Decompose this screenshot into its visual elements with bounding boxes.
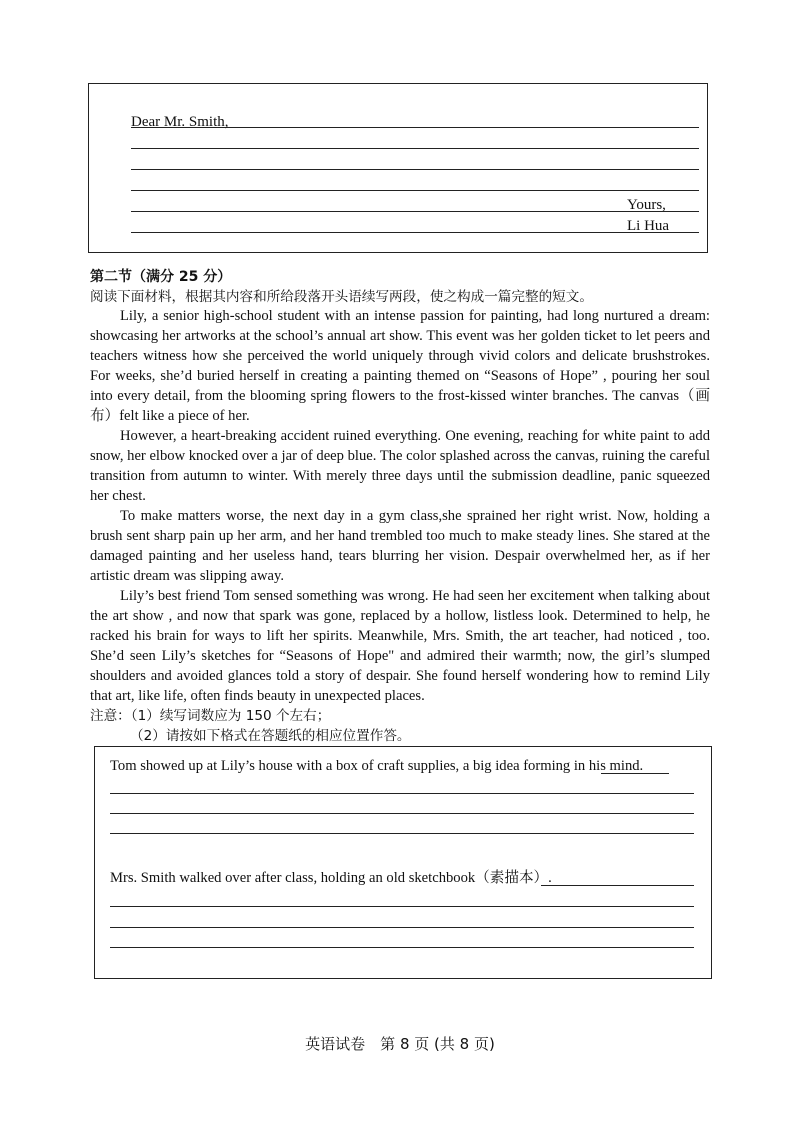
section-heading: 第二节（满分 25 分） [90, 269, 232, 285]
writing-line [131, 232, 699, 233]
note-format: （2）请按如下格式在答题纸的相应位置作答。 [130, 728, 411, 744]
writing-line [110, 833, 694, 834]
reading-passage [90, 306, 710, 706]
writing-line [601, 773, 669, 774]
letter-closing: Yours, [627, 197, 666, 213]
writing-line [110, 906, 694, 907]
writing-line [131, 190, 699, 191]
note-word-count: 注意：（1）续写词数应为 150 个左右； [90, 708, 331, 724]
writing-line [131, 148, 699, 149]
letter-signature: Li Hua [627, 218, 670, 234]
paragraph2-prompt [110, 869, 552, 887]
continuation-writing-box [94, 746, 712, 979]
writing-line [541, 885, 694, 886]
writing-line [110, 813, 694, 814]
writing-line [131, 127, 699, 128]
writing-line [110, 927, 694, 928]
passage-paragraph: Lily’s best friend Tom sensed something was wrong. He had seen her excitement when talking about the art show , and now that spark was gone, replaced by a hollow, listless look. Determined to help, he racked his brain for ways to lift her spirits. Meanwhile, Mrs. Smith, the art teacher, had noticed , too. She’d seen Lily’s sketches for “Seasons of Hope" and admired their warmth; now, the girl’s slumped shoulders and avoided glances told a story of despair. She found herself wondering how to remind Lily that art, like life, often finds beauty in unexpected places. [90, 588, 710, 704]
writing-line [110, 793, 694, 794]
letter-salutation: Dear Mr. Smith, [131, 114, 229, 130]
writing-line [110, 947, 694, 948]
section-instruction: 阅读下面材料，根据其内容和所给段落开头语续写两段，使之构成一篇完整的短文。 [90, 289, 593, 305]
letter-writing-box [88, 83, 708, 253]
passage-paragraph: To make matters worse, the next day in a gym class,she sprained her right wrist. Now, holding a brush sent sharp pain up her arm, and her hand trembled too much to make steady lines. She stared at the damaged painting and her useless hand, tears blurring her vision. Despair overwhelmed her, as if her artistic dream was slipping away. [90, 508, 710, 584]
passage-paragraph: Lily, a senior high-school student with an intense passion for painting, had long nurtured a dream: showcasing her artworks at the school’s annual art show. This event was her golden ticket to let peers and teachers witness how she perceived the world uniquely through vivid colors and delicate brushstrokes. For weeks, she’d buried herself in creating a painting themed on “Seasons of Hope” , pouring her soul into every detail, from the blooming spring flowers to the frost-kissed winter branches. The canvas（画布）felt like a piece of her. [90, 308, 710, 424]
paragraph1-prompt: Tom showed up at Lily’s house with a box of craft supplies, a big idea forming in his mind. [110, 758, 644, 774]
writing-line [131, 169, 699, 170]
writing-line [131, 211, 699, 212]
page-footer: 英语试卷 第 8 页 (共 8 页) [305, 1035, 495, 1053]
paragraph2-prompt-text: Mrs. Smith walked over after class, holding an old sketchbook（素描本）. [110, 870, 552, 886]
passage-paragraph: However, a heart-breaking accident ruined everything. One evening, reaching for white paint to add snow, her elbow knocked over a jar of deep blue. The color splashed across the canvas, ruining the careful transition from autumn to winter. With merely three days until the submission deadline, panic squeezed her chest. [90, 428, 711, 504]
